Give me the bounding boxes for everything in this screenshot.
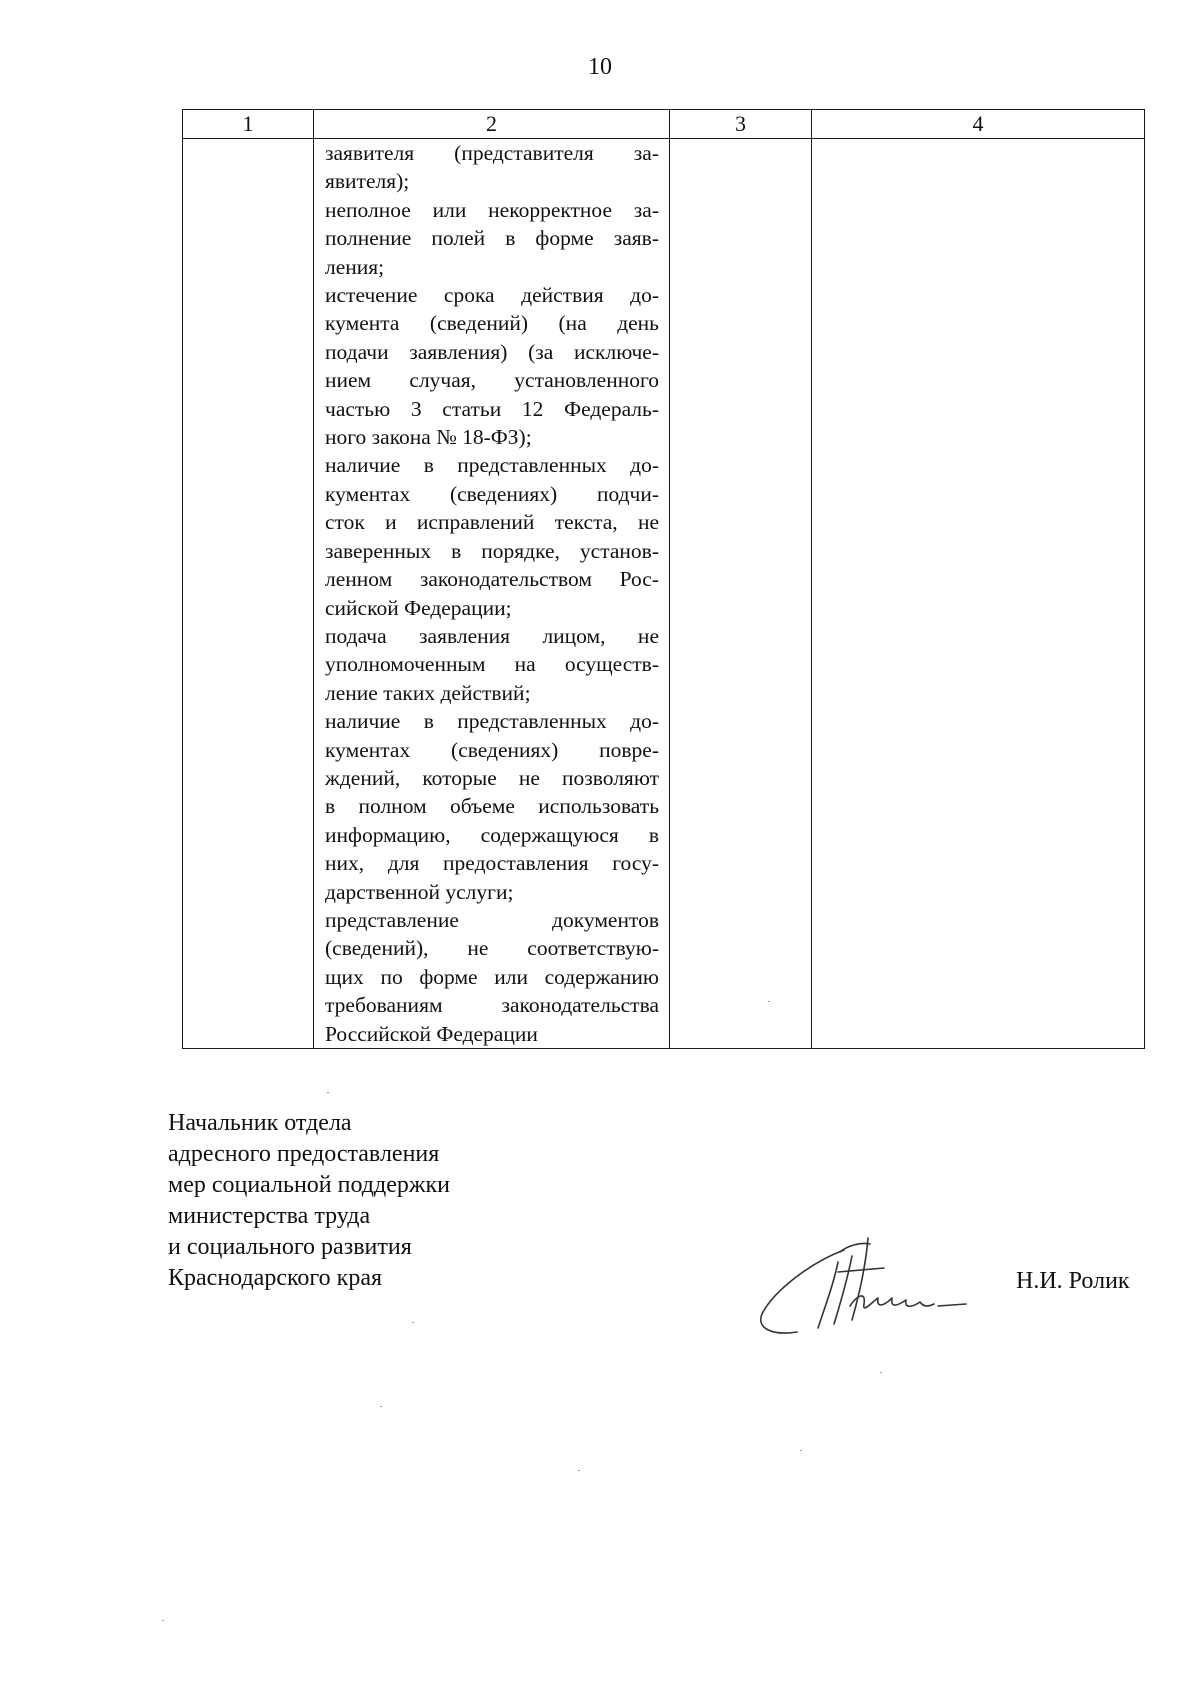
cell-text-line: наличие в представленных до- <box>325 709 659 734</box>
scan-speck <box>380 1406 382 1407</box>
cell-text-line: ждений, которые не позволяют <box>325 765 659 790</box>
cell-text-line: подачи заявления) (за исключе- <box>325 339 659 364</box>
signatory-position-line: мер социальной поддержки <box>168 1172 450 1198</box>
signatory-position <box>168 1108 450 1294</box>
cell-text-line: требованиям законодательства <box>325 993 659 1018</box>
scan-speck <box>327 1092 329 1093</box>
cell-text-line: ного закона № 18-ФЗ); <box>325 425 532 450</box>
cell-text-line: кументах (сведениях) подчи- <box>325 481 659 506</box>
scan-speck <box>800 1450 802 1451</box>
cell-text-line: ления; <box>325 254 385 279</box>
cell-text-line: сийской Федерации; <box>325 595 512 620</box>
scan-speck <box>880 1372 882 1373</box>
cell-text-line: кументах (сведениях) повре- <box>325 737 659 762</box>
table-cell-col-3 <box>670 139 812 1049</box>
cell-text-line: сток и исправлений текста, не <box>325 510 659 535</box>
cell-text-line: частью 3 статьи 12 Федераль- <box>325 396 659 421</box>
table-row <box>183 139 1145 1049</box>
table-header-row <box>183 110 1145 139</box>
table-header-col-2: 2 <box>314 110 670 139</box>
refusal-grounds-text <box>314 139 669 1048</box>
cell-text-line: неполное или некорректное за- <box>325 197 659 222</box>
table-header-col-4: 4 <box>812 110 1145 139</box>
table-cell-col-2 <box>314 139 670 1049</box>
signatory-position-line: и социального развития <box>168 1234 412 1260</box>
cell-text-line: нием случая, установленного <box>325 368 659 393</box>
cell-text-line: кумента (сведений) (на день <box>325 311 659 336</box>
signatory-position-line: Краснодарского края <box>168 1265 383 1291</box>
cell-text-line: наличие в представленных до- <box>325 453 659 478</box>
cell-text-line: дарственной услуги; <box>325 879 514 904</box>
cell-text-line: явителя); <box>325 169 410 194</box>
signer-name: Н.И. Ролик <box>1016 1268 1130 1294</box>
handwritten-signature <box>752 1232 982 1342</box>
scan-speck <box>412 1322 414 1323</box>
cell-text-line: в полном объеме использовать <box>325 794 659 819</box>
cell-text-line: уполномоченным на осуществ- <box>325 652 659 677</box>
scan-speck <box>578 1470 580 1471</box>
cell-text-line: заявителя (представителя за- <box>325 141 659 165</box>
page-number: 10 <box>588 54 612 80</box>
cell-text-line: щих по форме или содержанию <box>325 964 659 989</box>
signatory-position-line: министерства труда <box>168 1203 371 1229</box>
cell-text-line: ленном законодательством Рос- <box>325 567 659 592</box>
cell-text-line: представление документов <box>325 907 659 932</box>
cell-text-line: ление таких действий; <box>325 680 531 705</box>
cell-text-line: информацию, содержащуюся в <box>325 822 659 847</box>
cell-text-line: них, для предоставления госу- <box>325 851 659 876</box>
cell-text-line: полнение полей в форме заяв- <box>325 226 659 251</box>
table-header-col-1: 1 <box>183 110 314 139</box>
signatory-position-line: адресного предоставления <box>168 1141 440 1167</box>
scan-speck <box>162 1620 164 1621</box>
cell-text-line: заверенных в порядке, установ- <box>325 538 659 563</box>
document-table <box>182 109 1145 1049</box>
cell-text-line: Российской Федерации <box>325 1021 538 1046</box>
signatory-position-line: Начальник отдела <box>168 1110 352 1136</box>
scan-speck <box>768 1001 770 1002</box>
table-cell-col-1 <box>183 139 314 1049</box>
cell-text-line: (сведений), не соответствую- <box>325 936 659 961</box>
table-cell-col-4 <box>812 139 1145 1049</box>
cell-text-line: подача заявления лицом, не <box>325 623 659 648</box>
cell-text-line: истечение срока действия до- <box>325 283 659 308</box>
table-header-col-3: 3 <box>670 110 812 139</box>
